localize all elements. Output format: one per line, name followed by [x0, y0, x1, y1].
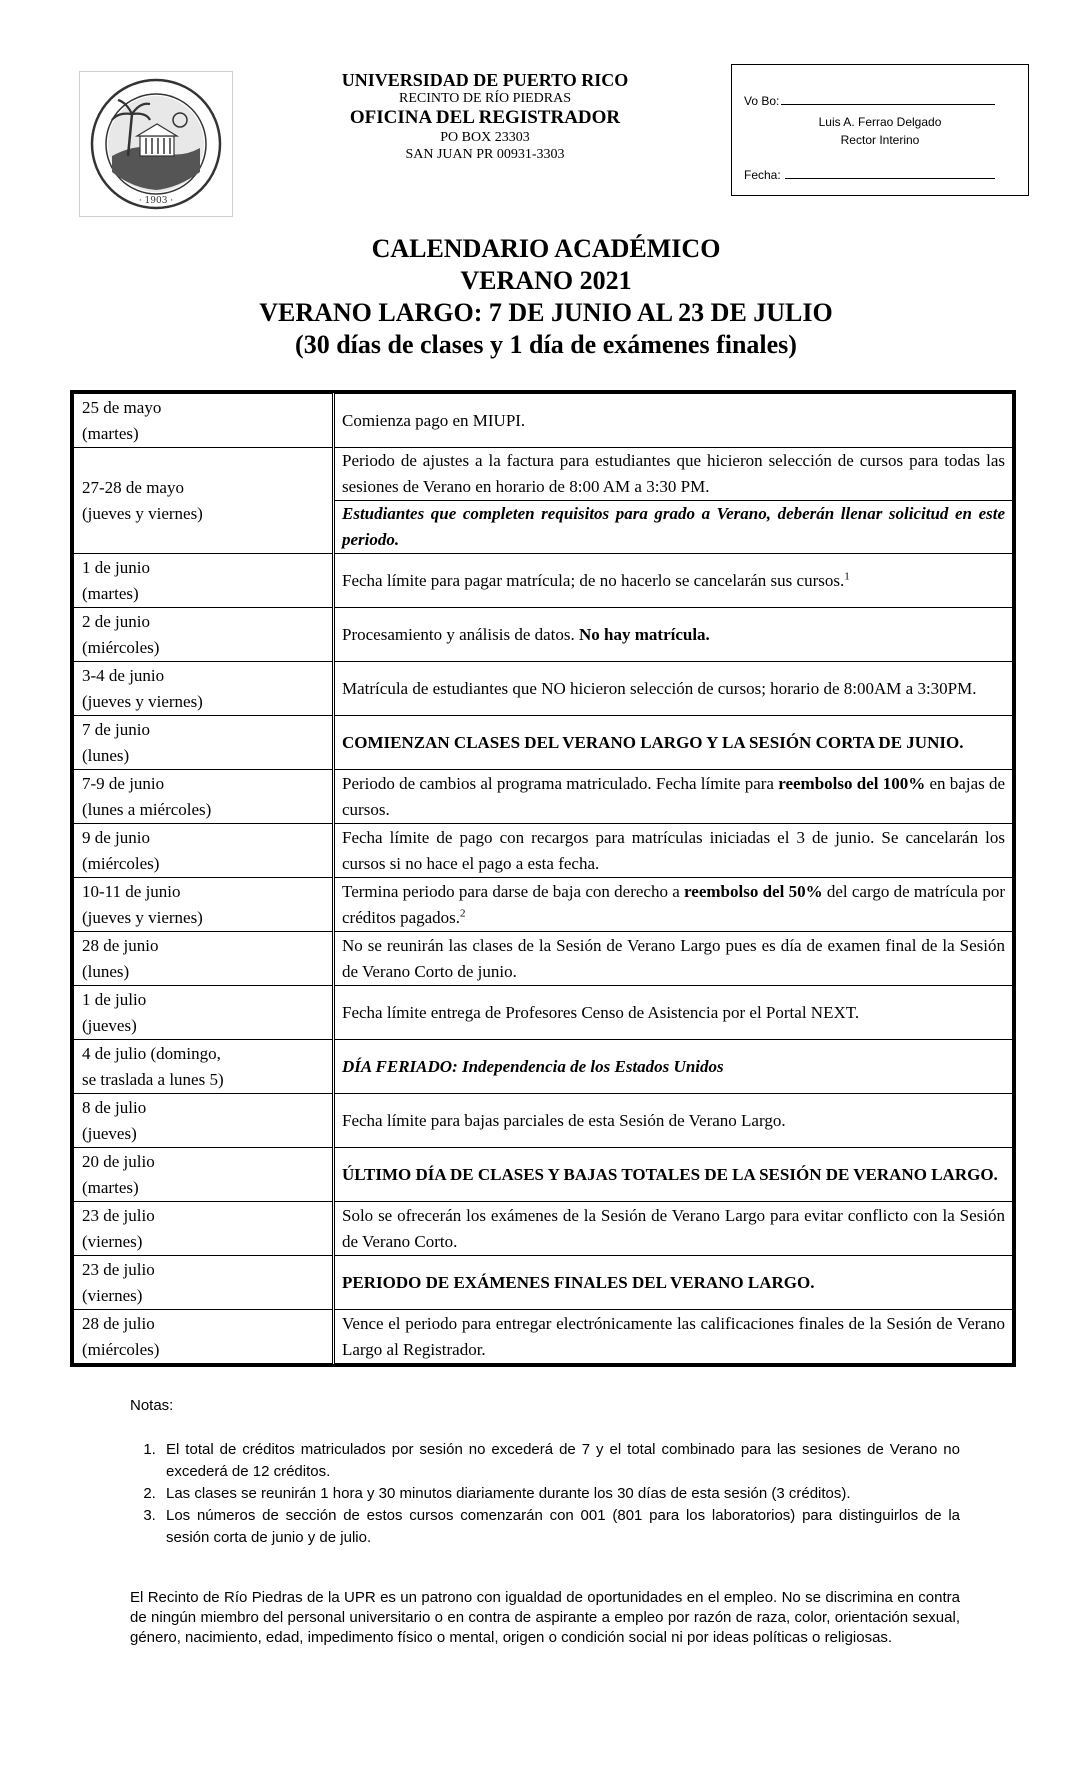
notes-section [130, 1395, 960, 1549]
calendar-date-cell [74, 1094, 334, 1148]
event-highlight: reembolso del 100% [778, 773, 926, 793]
notes-heading: Notas: [130, 1397, 174, 1414]
calendar-date-cell [74, 986, 334, 1040]
calendar-date: 9 de junio [82, 827, 150, 847]
calendar-table [70, 390, 1016, 1367]
equal-opportunity-statement: El Recinto de Río Piedras de la UPR es un patrono con igualdad de oportunidades en el empleo. No se discrimina en contra de ningún miembro del personal universitario o en contra de aspirante a empleo por razón de raza, color, orientación sexual, género, nacimiento, edad, impedimento físico o mental, origen o condición social ni por ideas políticas o religiosas. [130, 1589, 960, 1646]
calendar-date: 28 de junio [82, 935, 159, 955]
event-text-continued: del cargo de matrícula por créditos pagados. [342, 881, 1005, 927]
calendar-date: 27-28 de mayo [82, 477, 184, 497]
city-address: SAN JUAN PR 00931-3303 [405, 147, 565, 162]
calendar-date: 10-11 de junio [82, 881, 181, 901]
footnote-ref: 2 [460, 906, 466, 919]
calendar-date-cell [74, 394, 334, 448]
calendar-day: (lunes) [82, 961, 130, 981]
calendar-row [74, 608, 1013, 662]
calendar-event-cell [334, 716, 1013, 770]
calendar-date: 23 de julio [82, 1259, 155, 1279]
event-holiday: DÍA FERIADO: Independencia de los Estados Unidos [342, 1056, 724, 1076]
calendar-date-cell [74, 932, 334, 986]
vobo-signature-line [781, 93, 995, 105]
calendar-date: 25 de mayo [82, 397, 162, 417]
calendar-day: (miércoles) [82, 1339, 160, 1359]
calendar-event-cell [334, 878, 1013, 932]
event-text: Periodo de ajustes a la factura para estudiantes que hicieron selección de cursos para todas las sesiones de Verano en horario de 8:00 AM a 3:30 PM. [342, 451, 1005, 496]
calendar-row [74, 1040, 1013, 1094]
calendar-date: 28 de julio [82, 1313, 155, 1333]
calendar-day: (lunes) [82, 745, 130, 765]
calendar-date-cell [74, 1310, 334, 1364]
event-graduation-note: Estudiantes que completen requisitos para grado a Verano, deberán llenar solicitud en este periodo. [342, 504, 1005, 549]
calendar-day: (miércoles) [82, 853, 160, 873]
calendar-date-cell [74, 716, 334, 770]
calendar-day: (viernes) [82, 1285, 143, 1305]
event-text: Vence el periodo para entregar electrónicamente las calificaciones finales de la Sesión de Verano Largo al Registrador. [342, 1313, 1005, 1359]
calendar-event-cell [334, 608, 1013, 662]
calendar-day: (lunes a miércoles) [82, 799, 212, 819]
title-line-4: (30 días de clases y 1 día de exámenes finales) [295, 330, 797, 359]
calendar-day: (martes) [82, 583, 139, 603]
calendar-event-cell [334, 394, 1013, 448]
calendar-row [74, 824, 1013, 878]
event-text: Comienza pago en MIUPI. [342, 410, 526, 430]
calendar-event-cell [334, 448, 1013, 501]
calendar-event-cell [334, 1202, 1013, 1256]
calendar-date-cell [74, 1148, 334, 1202]
calendar-day: (miércoles) [82, 637, 160, 657]
calendar-day: (jueves) [82, 1123, 137, 1143]
calendar-row [74, 394, 1013, 448]
event-highlight: COMIENZAN CLASES DEL VERANO LARGO Y LA SESIÓN CORTA DE JUNIO. [342, 732, 964, 752]
event-text: Fecha límite entrega de Profesores Censo de Asistencia por el Portal NEXT. [342, 1002, 860, 1022]
office-name: OFICINA DEL REGISTRADOR [349, 107, 621, 128]
calendar-day: (jueves) [82, 1015, 137, 1035]
calendar-day: (viernes) [82, 1231, 143, 1251]
event-highlight: No hay matrícula. [579, 624, 710, 644]
university-name: UNIVERSIDAD DE PUERTO RICO [341, 70, 629, 90]
signer-title: Rector Interino [840, 133, 920, 147]
calendar-day: (martes) [82, 1177, 139, 1197]
event-text: Termina periodo para darse de baja con derecho a [342, 881, 680, 901]
event-text: Matrícula de estudiantes que NO hicieron selección de cursos; horario de 8:00AM a 3:30PM. [342, 678, 977, 698]
calendar-event-cell [334, 501, 1013, 554]
calendar-event-cell [334, 824, 1013, 878]
calendar-date: 7 de junio [82, 719, 150, 739]
event-text: Fecha límite para bajas parciales de esta Sesión de Verano Largo. [342, 1110, 786, 1130]
fecha-label: Fecha: [744, 168, 781, 182]
calendar-date: 20 de julio [82, 1151, 155, 1171]
signer-name: Luis A. Ferrao Delgado [818, 115, 942, 129]
calendar-date: 2 de junio [82, 611, 150, 631]
calendar-row [74, 770, 1013, 824]
approval-box [731, 64, 1029, 196]
calendar-event-cell [334, 1148, 1013, 1202]
calendar-date: 23 de julio [82, 1205, 155, 1225]
calendar-event-cell [334, 662, 1013, 716]
calendar-row [74, 448, 1013, 501]
calendar-date: 8 de julio [82, 1097, 147, 1117]
calendar-day: (jueves y viernes) [82, 691, 203, 711]
calendar-row [74, 1310, 1013, 1364]
calendar-event-cell [334, 554, 1013, 608]
document-title [160, 233, 932, 361]
calendar-row [74, 554, 1013, 608]
calendar-date-cell [74, 1202, 334, 1256]
campus-name: RECINTO DE RÍO PIEDRAS [398, 91, 572, 106]
calendar-date-cell [74, 878, 334, 932]
calendar-row [74, 1202, 1013, 1256]
calendar-date-cell [74, 608, 334, 662]
note-item: 3. Los números de sección de estos cursos comenzarán con 001 (801 para los laboratorios) para distinguirlos de la sesión corta de junio y de julio. [160, 1505, 960, 1549]
calendar-event-cell [334, 1094, 1013, 1148]
title-line-2: VERANO 2021 [460, 266, 632, 295]
calendar-date-cell [74, 770, 334, 824]
calendar-row [74, 878, 1013, 932]
university-seal-icon [88, 76, 224, 212]
calendar-day: (martes) [82, 423, 139, 443]
title-line-1: CALENDARIO ACADÉMICO [371, 234, 721, 263]
calendar-date-cell [74, 662, 334, 716]
calendar-day: (jueves y viernes) [82, 907, 203, 927]
institution-header [300, 70, 670, 163]
calendar-date: 3-4 de junio [82, 665, 165, 685]
calendar-row [74, 1148, 1013, 1202]
calendar-row [74, 716, 1013, 770]
event-text: No se reunirán las clases de la Sesión de Verano Largo pues es día de examen final de la Sesión de Verano Corto de junio. [342, 935, 1005, 981]
calendar-date-cell [74, 554, 334, 608]
calendar-date-cell [74, 448, 334, 554]
calendar-date: 4 de julio (domingo, [82, 1043, 221, 1063]
calendar-date-cell [74, 824, 334, 878]
calendar-date: 7-9 de junio [82, 773, 165, 793]
event-text: Fecha límite de pago con recargos para matrículas iniciadas el 3 de junio. Se cancelarán los cursos si no hace el pago a esta fecha. [342, 827, 1005, 873]
calendar-date: 1 de julio [82, 989, 147, 1009]
calendar-row [74, 662, 1013, 716]
event-highlight: PERIODO DE EXÁMENES FINALES DEL VERANO LARGO. [342, 1272, 815, 1292]
calendar-row [74, 1094, 1013, 1148]
event-text: Procesamiento y análisis de datos. [342, 624, 575, 644]
vobo-label: Vo Bo: [744, 94, 780, 108]
note-item: 1. El total de créditos matriculados por sesión no excederá de 7 y el total combinado para las sesiones de Verano no excederá de 12 créditos. [160, 1439, 960, 1483]
fecha-line [785, 167, 995, 179]
calendar-event-cell [334, 770, 1013, 824]
calendar-row [74, 1256, 1013, 1310]
event-text-continued: en bajas de cursos. [342, 773, 1006, 819]
calendar-date-cell [74, 1256, 334, 1310]
title-line-3: VERANO LARGO: 7 DE JUNIO AL 23 DE JULIO [259, 298, 833, 327]
calendar-date: 1 de junio [82, 557, 150, 577]
calendar-row [74, 986, 1013, 1040]
note-item: 2. Las clases se reunirán 1 hora y 30 minutos diariamente durante los 30 días de esta sesión (3 créditos). [160, 1483, 960, 1505]
po-box: PO BOX 23303 [440, 130, 530, 145]
notes-list [130, 1439, 960, 1549]
event-text: Fecha límite para pagar matrícula; de no hacerlo se cancelarán sus cursos. [342, 570, 845, 590]
calendar-date-cell [74, 1040, 334, 1094]
calendar-event-cell [334, 986, 1013, 1040]
calendar-event-cell [334, 1040, 1013, 1094]
calendar-event-cell [334, 1256, 1013, 1310]
calendar-row [74, 932, 1013, 986]
university-seal [79, 71, 233, 217]
calendar-day: se traslada a lunes 5) [82, 1069, 224, 1089]
svg-text:· 1903 ·: · 1903 · [138, 196, 174, 206]
event-text: Solo se ofrecerán los exámenes de la Sesión de Verano Largo para evitar conflicto con la Sesión de Verano Corto. [342, 1205, 1005, 1251]
calendar-day: (jueves y viernes) [82, 503, 203, 523]
calendar-event-cell [334, 932, 1013, 986]
event-highlight: reembolso del 50% [684, 881, 823, 901]
calendar-event-cell [334, 1310, 1013, 1364]
event-highlight: ÚLTIMO DÍA DE CLASES Y BAJAS TOTALES DE LA SESIÓN DE VERANO LARGO. [342, 1164, 998, 1184]
footnote-ref: 1 [844, 569, 850, 582]
event-text: Periodo de cambios al programa matriculado. Fecha límite para [342, 773, 774, 793]
